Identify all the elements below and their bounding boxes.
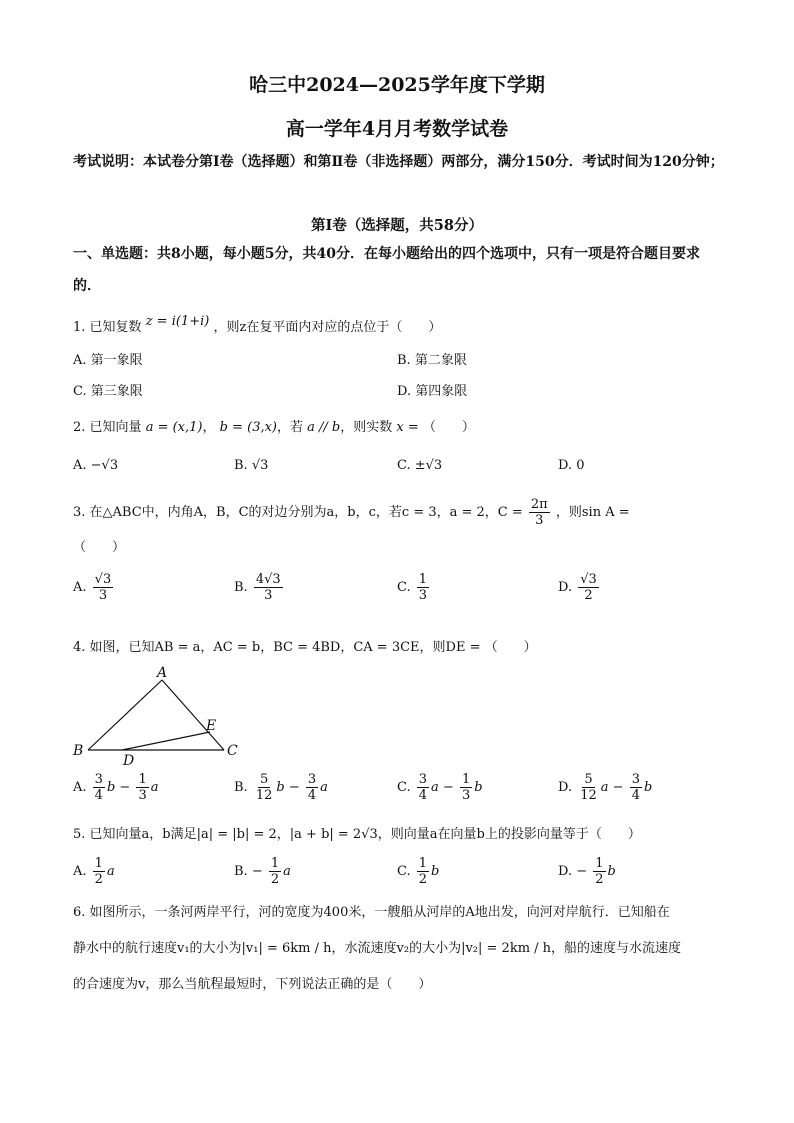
q5-option-b: B. − $\frac{1}{2}$ a [234,856,291,887]
exam-title-line2: 高一学年4月月考数学试卷 [285,118,509,140]
q5-option-d: D. − $\frac{1}{2}$ b [558,856,616,887]
exam-instructions: 考试说明：本试卷分第Ⅰ卷（选择题）和第Ⅱ卷（非选择题）两部分，满分150分．考试时间为120分钟； [73,154,724,170]
q3-option-b: B. $\frac{4√3}{3}$ [234,572,281,603]
q2-option-a: A. −√3 [73,458,119,473]
part-one-heading: 一、单选题：共8小题，每小题5分，共40分．在每小题给出的四个选项中，只有一项是符合题目要求的． [73,246,700,294]
q5-option-c: C. $\frac{1}{2}$ b [397,856,440,887]
q3-option-c: C. $\frac{1}{3}$ [397,572,428,603]
question-6-line-3: 的合速度为v，那么当航程最短时，下列说法正确的是（ ） [73,977,432,992]
q3-option-d: D. $\frac{√3}{2}$ [558,572,597,603]
label-a: A [157,665,168,681]
exam-title-line1: 哈三中2024—2025学年度下学期 [249,74,545,96]
q3-angle-fraction: $\frac{2\pi}{3}$ [530,497,548,528]
side-ab [88,680,162,750]
question-5-stem: 5. 已知向量a，b满足|a| = |b| = 2，|a + b| = 2√3，则向量a在向量b上的投影向量等于（ ） [73,827,641,842]
section-title: 第Ⅰ卷（选择题，共58分） [311,217,483,234]
label-b: B [73,743,84,759]
q1-option-b: B. 第二象限 [397,353,467,368]
q1-option-a: A. 第一象限 [73,353,143,368]
q4-option-c: C. $\frac{3}{4}$ a − $\frac{1}{3}$ b [397,772,483,803]
triangle-figure [70,664,250,768]
q3-option-a: A. $\frac{√3}{3}$ [73,572,112,603]
question-6-line-1: 6. 如图所示，一条河两岸平行，河的宽度为400米，一艘船从河岸的A地出发，向河对岸航行．已知船在 [73,905,670,920]
question-1-stem: 1. 已知复数 z = i(1+i) ，则z在复平面内对应的点位于（ ） [73,314,442,335]
q4-option-d: D. $\frac{5}{12}$ a − $\frac{3}{4}$ b [558,772,653,803]
label-d: D [123,753,135,768]
q3-answer-paren: （ ） [73,540,126,555]
question-6-line-2: 静水中的航行速度v₁的大小为|v₁| = 6km / h，水流速度v₂的大小为|v₂| = 2km / h，船的速度与水流速度 [73,941,682,956]
q1-option-d: D. 第四象限 [397,384,468,399]
q1-formula: z = i(1+i) [145,314,210,329]
question-3-stem: 3. 在△ABC中，内角A，B，C的对边分别为a，b，c，若c = 3，a = 2，C = $\frac{2\pi}{3}$ ，则sin A = [73,497,630,528]
label-e: E [206,718,217,734]
question-2-stem: 2. 已知向量 a = (x,1)， b = (3,x)，若 a // b，则实数 x = （ ） [73,420,475,435]
q4-option-b: B. $\frac{5}{12}$ b − $\frac{3}{4}$ a [234,772,328,803]
label-c: C [227,743,238,759]
segment-de [122,732,210,750]
question-4-stem: 4. 如图，已知AB = a，AC = b，BC = 4BD，CA = 3CE，则DE = （ ） [73,640,537,655]
q2-option-d: D. 0 [558,458,585,473]
q2-option-c: C. ±√3 [397,458,443,473]
q2-option-b: B. √3 [234,458,269,473]
q1-option-c: C. 第三象限 [73,384,143,399]
q5-option-a: A. $\frac{1}{2}$ a [73,856,115,887]
q4-option-a: A. $\frac{3}{4}$ b − $\frac{1}{3}$ a [73,772,159,803]
